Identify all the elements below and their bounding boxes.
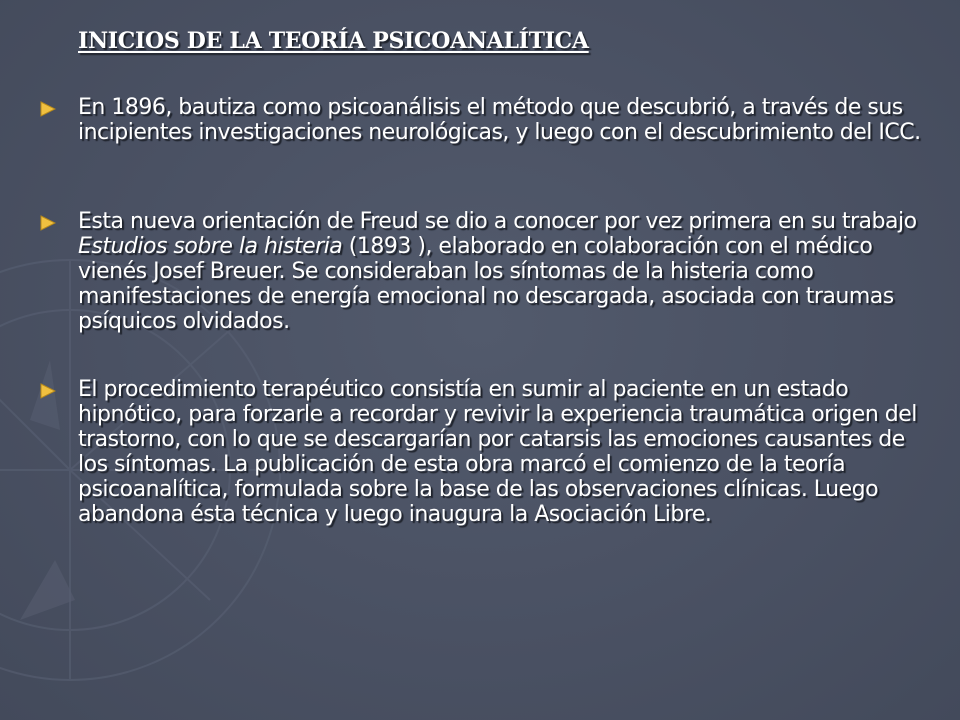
bullet-text-part: (1893 ), elaborado en colaboración con el médico vienés Josef Breuer. Se consideraban los síntomas de la histeria como manifestaciones de energía emocional no descargada, asociada con traumas psíquicos olvidados. — [78, 234, 894, 334]
bullet-text — [78, 209, 930, 334]
book-title: Estudios sobre la histeria — [78, 234, 343, 259]
right-triangle-arrow-icon — [40, 99, 56, 119]
bullet-text: El procedimiento terapéutico consistía en sumir al paciente en un estado hipnótico, para forzarle a recordar y revivir la experiencia traumática origen del trastorno, con lo que se descargarían por catarsis las emociones causantes de los síntomas. La publicación de esta obra marcó el comienzo de la teoría psicoanalítica, formulada sobre la base de las observaciones clínicas. Luego abandona ésta técnica y luego inaugura la Asociación Libre. — [78, 377, 917, 527]
right-triangle-arrow-icon — [40, 213, 56, 233]
bullet-text: En 1896, bautiza como psicoanálisis el método que descubrió, a través de sus incipientes investigaciones neurológicas, y luego con el descubrimiento del ICC. — [78, 95, 921, 145]
slide-title: INICIOS DE LA TEORÍA PSICOANALÍTICA — [78, 28, 589, 54]
right-triangle-arrow-icon — [40, 381, 56, 401]
bullet-item — [40, 209, 930, 334]
bullet-item — [40, 377, 930, 527]
bullet-item — [40, 95, 930, 145]
bullet-text-part: Esta nueva orientación de Freud se dio a conocer por vez primera en su trabajo — [78, 209, 917, 234]
